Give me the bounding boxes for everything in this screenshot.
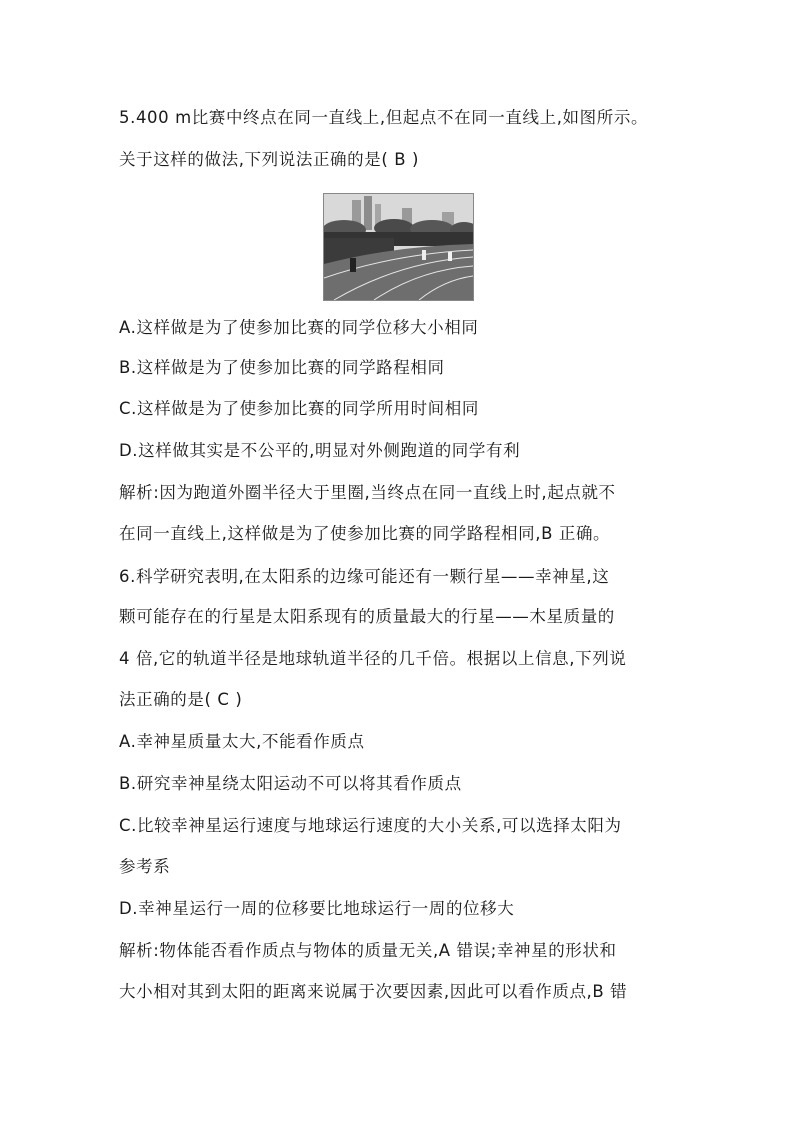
q6-stem-line-1: 6.科学研究表明,在太阳系的边缘可能还有一颗行星——幸神星,这: [119, 567, 610, 586]
q6-stem-line-2: 颗可能存在的行星是太阳系现有的质量最大的行星——木星质量的: [119, 607, 615, 626]
q6-analysis-line-1: 解析:物体能否看作质点与物体的质量无关,A 错误;幸神星的形状和: [119, 941, 617, 960]
q6-option-c-line-1: C.比较幸神星运行速度与地球运行速度的大小关系,可以选择太阳为: [119, 816, 622, 835]
q5-option-c: C.这样做是为了使参加比赛的同学所用时间相同: [119, 399, 479, 418]
q5-stem-line-2: 关于这样的做法,下列说法正确的是( B ): [119, 150, 420, 169]
running-track-photo: [323, 193, 474, 301]
q6-option-c-line-2: 参考系: [119, 857, 171, 876]
q5-stem-line-1: 5.400 m比赛中终点在同一直线上,但起点不在同一直线上,如图所示。: [119, 108, 649, 127]
q6-option-a: A.幸神星质量太大,不能看作质点: [119, 732, 365, 751]
q6-option-d: D.幸神星运行一周的位移要比地球运行一周的位移大: [119, 899, 515, 918]
q6-option-b: B.研究幸神星绕太阳运动不可以将其看作质点: [119, 774, 462, 793]
q5-option-b: B.这样做是为了使参加比赛的同学路程相同: [119, 358, 445, 377]
q6-analysis-line-2: 大小相对其到太阳的距离来说属于次要因素,因此可以看作质点,B 错: [119, 982, 628, 1001]
q5-analysis-line-2: 在同一直线上,这样做是为了使参加比赛的同学路程相同,B 正确。: [119, 524, 611, 543]
q5-option-d: D.这样做其实是不公平的,明显对外侧跑道的同学有利: [119, 441, 521, 460]
q6-stem-line-3: 4 倍,它的轨道半径是地球轨道半径的几千倍。根据以上信息,下列说: [119, 649, 627, 668]
q5-analysis-line-1: 解析:因为跑道外圈半径大于里圈,当终点在同一直线上时,起点就不: [119, 483, 616, 502]
q6-stem-line-4: 法正确的是( C ): [119, 690, 243, 709]
q5-option-a: A.这样做是为了使参加比赛的同学位移大小相同: [119, 318, 479, 337]
